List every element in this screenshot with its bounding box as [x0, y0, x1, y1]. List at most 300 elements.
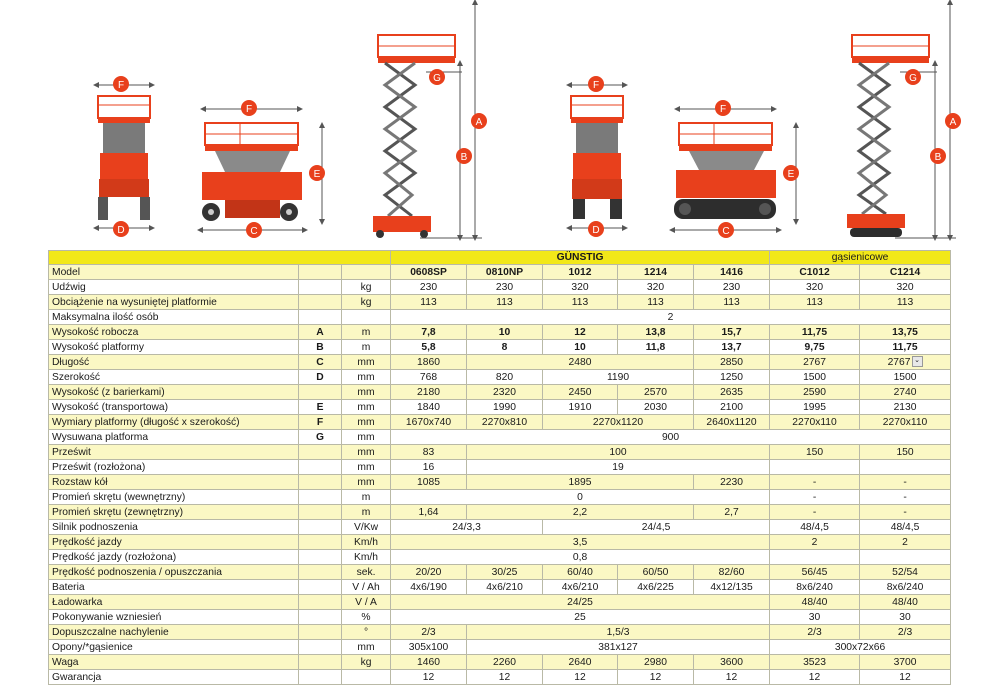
value-text: 113 — [806, 296, 823, 308]
value-cell — [543, 280, 618, 295]
value-cell — [694, 580, 770, 595]
value-cell — [391, 340, 467, 355]
value-text: 10 — [498, 326, 511, 338]
value-cell — [860, 475, 951, 490]
value-cell — [391, 310, 951, 325]
value-cell — [770, 355, 860, 370]
value-text: 2/3 — [807, 626, 822, 638]
crawler-side-view — [672, 100, 799, 238]
row-label: Gwarancja — [49, 670, 299, 685]
unit-cell: ° — [342, 625, 391, 640]
unit-cell: V/Kw — [342, 520, 391, 535]
value-cell — [391, 595, 770, 610]
dim-label-b: B — [460, 152, 468, 163]
value-cell — [618, 385, 694, 400]
value-text: 12 — [574, 671, 586, 683]
dimension-letter: F — [299, 415, 342, 430]
row-label: Wysuwana platforma — [49, 430, 299, 445]
value-text: 3523 — [803, 656, 826, 668]
table-row — [49, 280, 951, 295]
value-text: 150 — [896, 446, 914, 458]
unit-cell: mm — [342, 475, 391, 490]
value-cell — [618, 340, 694, 355]
value-text: 13,75 — [892, 326, 918, 338]
table-model-row — [49, 265, 951, 280]
dim-label-e: E — [313, 169, 321, 180]
value-cell — [694, 295, 770, 310]
value-cell — [860, 565, 951, 580]
row-label: Długość — [49, 355, 299, 370]
unit-cell: mm — [342, 355, 391, 370]
row-label: Dopuszczalne nachylenie — [49, 625, 299, 640]
row-label: Obciążenie na wysuniętej platformie — [49, 295, 299, 310]
table-row — [49, 610, 951, 625]
value-text: 12 — [899, 671, 911, 683]
value-text: 15,7 — [721, 326, 742, 338]
value-text: 2/3 — [897, 626, 913, 638]
value-text: 230 — [419, 281, 438, 293]
value-text: 60/40 — [567, 566, 593, 578]
value-text: 24/25 — [567, 596, 593, 608]
unit-cell: V / A — [342, 595, 391, 610]
group-gasienicowe: gąsienicowe — [770, 251, 951, 265]
value-cell — [467, 400, 543, 415]
product-diagrams — [0, 0, 1000, 250]
value-text: 2767 — [803, 356, 826, 368]
dimension-letter — [299, 580, 342, 595]
wheeled-raised-view — [373, 2, 487, 238]
value-text: 19 — [612, 461, 624, 473]
value-cell — [618, 580, 694, 595]
value-cell — [467, 295, 543, 310]
value-text: 83 — [422, 446, 435, 458]
table-row — [49, 475, 951, 490]
value-text: 30 — [899, 611, 911, 623]
table-row — [49, 580, 951, 595]
value-cell — [770, 325, 860, 340]
value-text: 305x100 — [408, 641, 449, 653]
value-text: 1,5/3 — [606, 626, 630, 638]
value-text: 12 — [725, 671, 738, 683]
value-cell — [860, 445, 951, 460]
value-text: 2640x1120 — [706, 416, 757, 428]
dimension-letter — [299, 565, 342, 580]
row-label: Bateria — [49, 580, 299, 595]
value-text: 24/3,3 — [452, 521, 481, 533]
unit-cell — [342, 310, 391, 325]
value-text: 2270x110 — [882, 416, 928, 428]
value-cell — [391, 625, 467, 640]
value-text: 13,7 — [721, 341, 742, 353]
dimension-letter — [299, 595, 342, 610]
dim-label-d-crawler: D — [592, 225, 600, 236]
value-cell — [467, 565, 543, 580]
model-cell: 1012 — [543, 265, 618, 280]
unit-cell: mm — [342, 415, 391, 430]
value-cell — [694, 565, 770, 580]
value-cell — [860, 400, 951, 415]
dim-label-c: C — [250, 226, 258, 237]
value-text: 2270x810 — [481, 416, 528, 428]
value-text: - — [812, 491, 817, 503]
unit-cell: m — [342, 325, 391, 340]
row-label: Waga — [49, 655, 299, 670]
value-text: 1250 — [720, 371, 743, 383]
scissor-lift-drawings — [0, 0, 1000, 250]
value-text: 12 — [649, 671, 662, 683]
value-cell — [467, 445, 770, 460]
value-cell — [543, 670, 618, 685]
value-text: 2270x110 — [792, 416, 837, 428]
dimension-letter — [299, 550, 342, 565]
unit-cell: mm — [342, 640, 391, 655]
value-text: 16 — [422, 461, 435, 473]
value-text: 2850 — [720, 356, 743, 368]
value-cell — [467, 280, 543, 295]
value-cell — [770, 445, 860, 460]
value-text: 1500 — [893, 371, 917, 383]
value-cell — [770, 385, 860, 400]
unit-cell: kg — [342, 295, 391, 310]
table-row — [49, 490, 951, 505]
row-label: Prześwit (rozłożona) — [49, 460, 299, 475]
value-cell — [467, 340, 543, 355]
value-cell — [618, 565, 694, 580]
value-text: 113 — [896, 296, 914, 308]
dimension-letter — [299, 670, 342, 685]
value-text: 2450 — [568, 386, 592, 398]
value-text: 48/40 — [892, 596, 918, 608]
value-text: 150 — [805, 446, 824, 458]
row-label: Udźwig — [49, 280, 299, 295]
table-row — [49, 340, 951, 355]
table-row — [49, 400, 951, 415]
value-text: 2767 — [887, 356, 911, 368]
row-label: Opony/*gąsienice — [49, 640, 299, 655]
dim-label-d: D — [117, 225, 125, 236]
value-text: 12 — [498, 671, 511, 683]
value-cell — [860, 505, 951, 520]
value-cell — [543, 655, 618, 670]
value-cell — [391, 505, 467, 520]
value-cell — [860, 370, 951, 385]
table-row — [49, 415, 951, 430]
dimension-letter — [299, 520, 342, 535]
value-cell — [467, 655, 543, 670]
value-text: 900 — [661, 431, 680, 443]
row-label: Rozstaw kół — [49, 475, 299, 490]
value-text: 10 — [574, 341, 586, 353]
value-cell — [860, 325, 951, 340]
value-cell — [860, 580, 951, 595]
value-text: 2320 — [493, 386, 516, 398]
value-cell — [770, 475, 860, 490]
value-cell — [694, 340, 770, 355]
table-row — [49, 550, 951, 565]
dim-label-f-crawler: F — [592, 80, 600, 91]
dimension-letter — [299, 535, 342, 550]
value-cell — [467, 640, 770, 655]
value-cell — [618, 655, 694, 670]
value-text: - — [812, 476, 817, 488]
value-text: 113 — [647, 296, 664, 308]
value-text: 1840 — [417, 401, 440, 413]
value-text: 5,8 — [421, 341, 436, 353]
table-row — [49, 535, 951, 550]
dimension-letter: A — [299, 325, 342, 340]
dim-label-f-crawler-side: F — [719, 104, 727, 115]
value-cell — [543, 340, 618, 355]
value-text: 1895 — [568, 476, 592, 488]
row-label: Model — [49, 265, 299, 280]
dimension-letter — [299, 445, 342, 460]
table-row — [49, 445, 951, 460]
value-cell — [770, 280, 860, 295]
value-text: 13,8 — [645, 326, 666, 338]
value-cell — [391, 475, 467, 490]
value-text: 3,5 — [572, 536, 588, 548]
unit-cell — [342, 265, 391, 280]
value-cell — [770, 415, 860, 430]
row-label: Promień skrętu (zewnętrzny) — [49, 505, 299, 520]
value-text: 1085 — [417, 476, 440, 488]
value-text: 4x6/210 — [561, 581, 599, 593]
value-text: 2,7 — [724, 506, 739, 518]
value-cell — [391, 370, 467, 385]
value-cell — [770, 535, 860, 550]
value-text: 12 — [808, 671, 821, 683]
unit-cell: m — [342, 340, 391, 355]
value-cell — [543, 295, 618, 310]
dim-label-a-crawler: A — [949, 117, 957, 128]
value-cell — [618, 280, 694, 295]
value-text: 113 — [571, 296, 589, 308]
table-row — [49, 430, 951, 445]
value-cell — [391, 565, 467, 580]
model-cell: C1012 — [770, 265, 860, 280]
table-row — [49, 460, 951, 475]
value-cell — [391, 430, 951, 445]
value-cell — [770, 640, 951, 655]
value-text: - — [903, 476, 907, 488]
value-cell — [543, 415, 694, 430]
table-row — [49, 595, 951, 610]
value-text: 2230 — [720, 476, 743, 488]
value-text: 7,8 — [421, 326, 436, 338]
value-text: 320 — [571, 281, 589, 293]
row-label: Prędkość podnoszenia / opuszczania — [49, 565, 299, 580]
value-text: 48/4,5 — [800, 521, 829, 533]
table-row — [49, 505, 951, 520]
value-text: 12 — [422, 671, 435, 683]
value-text: 1910 — [568, 401, 592, 413]
value-cell — [860, 625, 951, 640]
value-cell — [467, 385, 543, 400]
value-cell — [694, 475, 770, 490]
value-cell — [860, 670, 951, 685]
value-cell — [770, 520, 860, 535]
row-label: Wysokość platformy — [49, 340, 299, 355]
dimension-letter — [299, 640, 342, 655]
value-cell — [467, 325, 543, 340]
model-cell: C1214 — [860, 265, 951, 280]
value-cell — [694, 355, 770, 370]
value-text: 300x72x66 — [834, 641, 886, 653]
value-cell — [543, 325, 618, 340]
dropdown-chevron-icon[interactable]: ⌄ — [912, 356, 923, 367]
value-text: 11,75 — [801, 326, 828, 338]
value-cell — [391, 385, 467, 400]
table-row — [49, 325, 951, 340]
value-cell — [694, 280, 770, 295]
table-row — [49, 385, 951, 400]
row-label: Prześwit — [49, 445, 299, 460]
value-text: 1995 — [803, 401, 826, 413]
row-label: Promień skrętu (wewnętrzny) — [49, 490, 299, 505]
value-cell — [770, 610, 860, 625]
value-text: 2635 — [720, 386, 743, 398]
dimension-letter: D — [299, 370, 342, 385]
value-cell — [391, 535, 770, 550]
value-cell — [391, 610, 770, 625]
dimension-letter — [299, 625, 342, 640]
dimension-letter — [299, 385, 342, 400]
value-text: 25 — [574, 611, 586, 623]
value-cell — [467, 355, 694, 370]
dimension-letter: B — [299, 340, 342, 355]
row-label: Wysokość (transportowa) — [49, 400, 299, 415]
unit-cell — [342, 670, 391, 685]
dimension-letter — [299, 280, 342, 295]
value-cell — [618, 325, 694, 340]
row-label: Wymiary platformy (długość x szerokość) — [49, 415, 299, 430]
dimension-letter — [299, 310, 342, 325]
dimension-letter — [299, 610, 342, 625]
dimension-letter — [299, 655, 342, 670]
value-cell — [391, 490, 770, 505]
value-text: - — [903, 506, 907, 518]
value-text: 11,75 — [892, 341, 918, 353]
value-cell — [618, 400, 694, 415]
value-text: 8x6/240 — [796, 581, 833, 593]
dim-label-e-crawler: E — [787, 169, 795, 180]
value-cell — [770, 580, 860, 595]
value-text: 2980 — [644, 656, 667, 668]
value-text: 230 — [722, 281, 741, 293]
value-text: 113 — [723, 296, 740, 308]
value-text: 768 — [419, 371, 438, 383]
table-row — [49, 640, 951, 655]
value-cell — [467, 505, 694, 520]
dimension-letter — [299, 505, 342, 520]
value-cell — [860, 385, 951, 400]
value-cell — [467, 670, 543, 685]
value-cell — [391, 580, 467, 595]
value-text: 30 — [808, 611, 821, 623]
value-text: 8 — [501, 341, 508, 353]
value-cell — [860, 355, 951, 370]
value-cell — [694, 655, 770, 670]
value-cell — [391, 655, 467, 670]
value-text: 20/20 — [415, 566, 442, 578]
value-cell — [694, 400, 770, 415]
unit-cell: kg — [342, 655, 391, 670]
value-text: 4x12/135 — [710, 581, 753, 593]
value-cell — [694, 505, 770, 520]
value-text: 2,2 — [572, 506, 588, 518]
value-text: 2/3 — [421, 626, 436, 638]
value-text: 230 — [495, 281, 514, 293]
value-text: 0 — [577, 491, 583, 503]
value-cell — [770, 625, 860, 640]
value-cell — [391, 415, 467, 430]
row-label: Prędkość jazdy (rozłożona) — [49, 550, 299, 565]
dimension-letter — [299, 475, 342, 490]
row-label: Maksymalna ilość osób — [49, 310, 299, 325]
table-row — [49, 520, 951, 535]
dim-label-c-crawler: C — [722, 226, 730, 237]
unit-cell: Km/h — [342, 550, 391, 565]
value-text: 2570 — [644, 386, 667, 398]
row-label: Szerokość — [49, 370, 299, 385]
model-cell: 1416 — [694, 265, 770, 280]
row-label: Wysokość robocza — [49, 325, 299, 340]
value-text: 2640 — [568, 656, 592, 668]
value-cell — [391, 460, 467, 475]
value-cell — [770, 490, 860, 505]
value-cell — [467, 415, 543, 430]
value-cell — [860, 490, 951, 505]
value-cell — [543, 400, 618, 415]
value-cell — [694, 385, 770, 400]
value-text: 1460 — [417, 656, 440, 668]
crawler-front-view — [569, 76, 625, 237]
value-cell — [391, 640, 467, 655]
value-cell — [391, 280, 467, 295]
value-cell — [860, 520, 951, 535]
value-cell — [467, 580, 543, 595]
value-cell — [467, 625, 770, 640]
value-cell — [391, 325, 467, 340]
value-text: 56/45 — [801, 566, 828, 578]
value-text: 2260 — [493, 656, 516, 668]
value-text: 113 — [420, 296, 437, 308]
value-cell — [694, 670, 770, 685]
dimension-letter — [299, 460, 342, 475]
value-text: 0,8 — [572, 551, 588, 563]
value-text: 4x6/190 — [410, 581, 447, 593]
value-cell — [860, 460, 951, 475]
value-cell — [391, 400, 467, 415]
value-text: 100 — [609, 446, 627, 458]
value-cell — [391, 670, 467, 685]
value-cell — [391, 355, 467, 370]
value-cell — [770, 505, 860, 520]
value-text: 3700 — [893, 656, 917, 668]
value-text: 2030 — [644, 401, 667, 413]
value-cell — [694, 370, 770, 385]
value-cell — [770, 670, 860, 685]
model-cell: 1214 — [618, 265, 694, 280]
dim-label-b-crawler: B — [934, 152, 942, 163]
value-text: 60/50 — [642, 566, 669, 578]
value-cell — [770, 400, 860, 415]
value-cell — [543, 370, 694, 385]
value-text: 320 — [646, 281, 665, 293]
value-text: 1990 — [493, 401, 516, 413]
value-text: 2100 — [720, 401, 743, 413]
value-text: 2 — [667, 311, 674, 323]
